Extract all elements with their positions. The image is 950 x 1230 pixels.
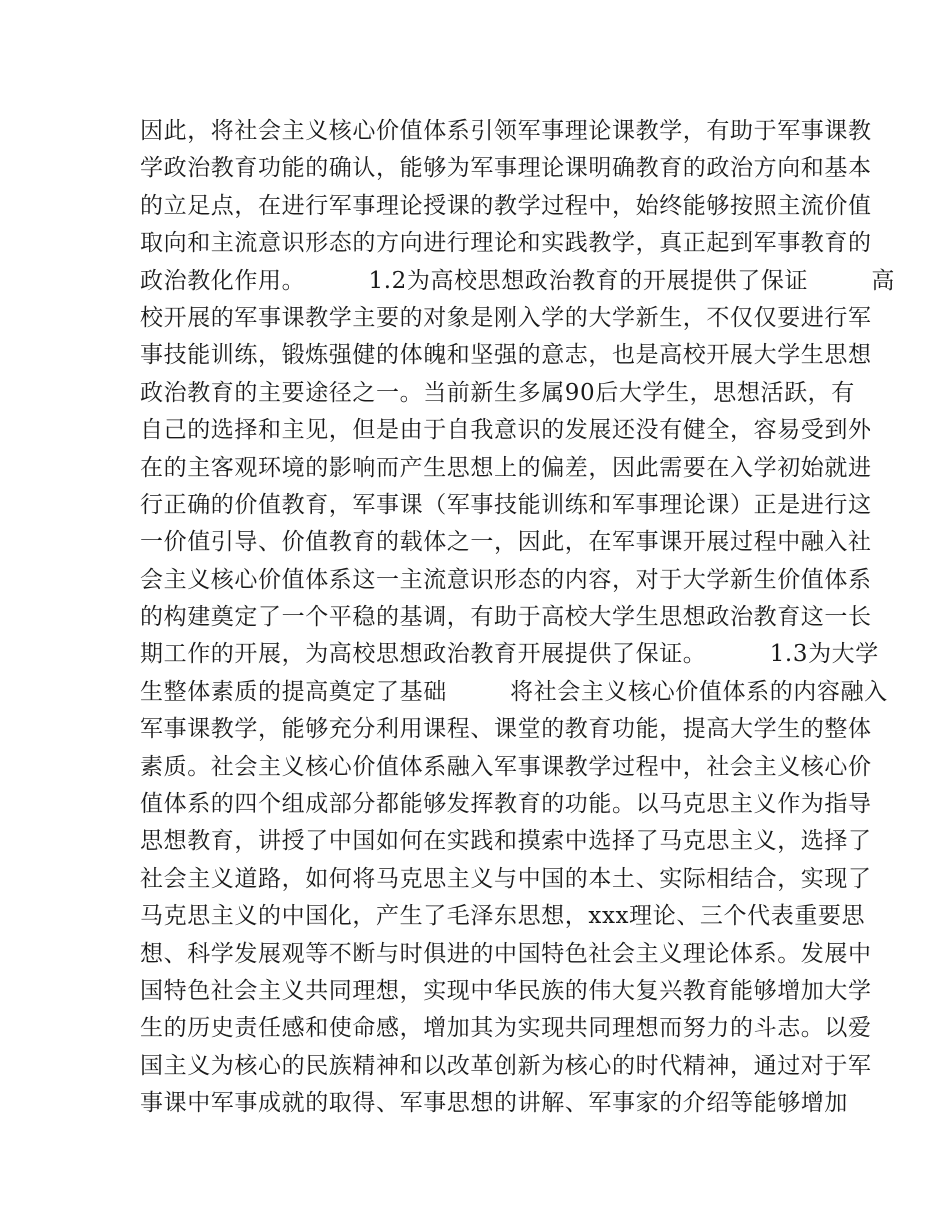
text-line: 自己的选择和主见，但是由于自我意识的发展还没有健全，容易受到外 <box>140 417 872 444</box>
text-line: 社会主义道路，如何将马克思主义与中国的本土、实际相结合，实现了 <box>140 865 872 892</box>
text-line: 国特色社会主义共同理想，实现中华民族的伟大复兴教育能够增加大学 <box>140 977 872 1004</box>
text-line: 期工作的开展，为高校思想政治教育开展提供了保证。 1.3为大学 <box>140 641 879 668</box>
body-text <box>140 113 895 1123</box>
text-line: 因此，将社会主义核心价值体系引领军事理论课教学，有助于军事课教 <box>140 118 872 144</box>
text-line: 校开展的军事课教学主要的对象是刚入学的大学新生，不仅仅要进行军 <box>140 304 872 331</box>
text-line: 的立足点，在进行军事理论授课的教学过程中，始终能够按照主流价值 <box>140 192 872 219</box>
text-line: 素质。社会主义核心价值体系融入军事课教学过程中，社会主义核心价 <box>140 753 872 780</box>
text-line: 事课中军事成就的取得、军事思想的讲解、军事家的介绍等能够增加 <box>140 1090 848 1117</box>
text-line: 马克思主义的中国化，产生了毛泽东思想，xxx理论、三个代表重要思 <box>140 903 866 930</box>
text-line: 取向和主流意识形态的方向进行理论和实践教学，真正起到军事教育的 <box>140 230 872 257</box>
text-line: 政治教化作用。 1.2为高校思想政治教育的开展提供了保证 高 <box>140 267 895 294</box>
text-line: 想、科学发展观等不断与时俱进的中国特色社会主义理论体系。发展中 <box>140 940 872 967</box>
text-line: 一价值引导、价值教育的载体之一，因此，在军事课开展过程中融入社 <box>140 529 872 556</box>
text-line: 学政治教育功能的确认，能够为军事理论课明确教育的政治方向和基本 <box>140 155 872 182</box>
text-line: 政治教育的主要途径之一。当前新生多属90后大学生，思想活跃，有 <box>140 379 855 406</box>
text-line: 在的主客观环境的影响而产生思想上的偏差，因此需要在入学初始就进 <box>140 454 872 481</box>
text-line: 行正确的价值教育，军事课（军事技能训练和军事理论课）正是进行这 <box>140 491 872 518</box>
text-line: 军事课教学，能够充分利用课程、课堂的教育功能，提高大学生的整体 <box>140 716 872 743</box>
text-line: 会主义核心价值体系这一主流意识形态的内容，对于大学新生价值体系 <box>140 566 872 593</box>
text-line: 思想教育，讲授了中国如何在实践和摸索中选择了马克思主义，选择了 <box>140 828 872 855</box>
text-line: 事技能训练，锻炼强健的体魄和坚强的意志，也是高校开展大学生思想 <box>140 342 872 369</box>
text-line: 生整体素质的提高奠定了基础 将社会主义核心价值体系的内容融入 <box>140 678 888 705</box>
text-line: 的构建奠定了一个平稳的基调，有助于高校大学生思想政治教育这一长 <box>140 604 872 631</box>
text-line: 值体系的四个组成部分都能够发挥教育的功能。以马克思主义作为指导 <box>140 791 872 818</box>
text-line: 国主义为核心的民族精神和以改革创新为核心的时代精神，通过对于军 <box>140 1052 872 1079</box>
text-line: 生的历史责任感和使命感，增加其为实现共同理想而努力的斗志。以爱 <box>140 1015 872 1042</box>
